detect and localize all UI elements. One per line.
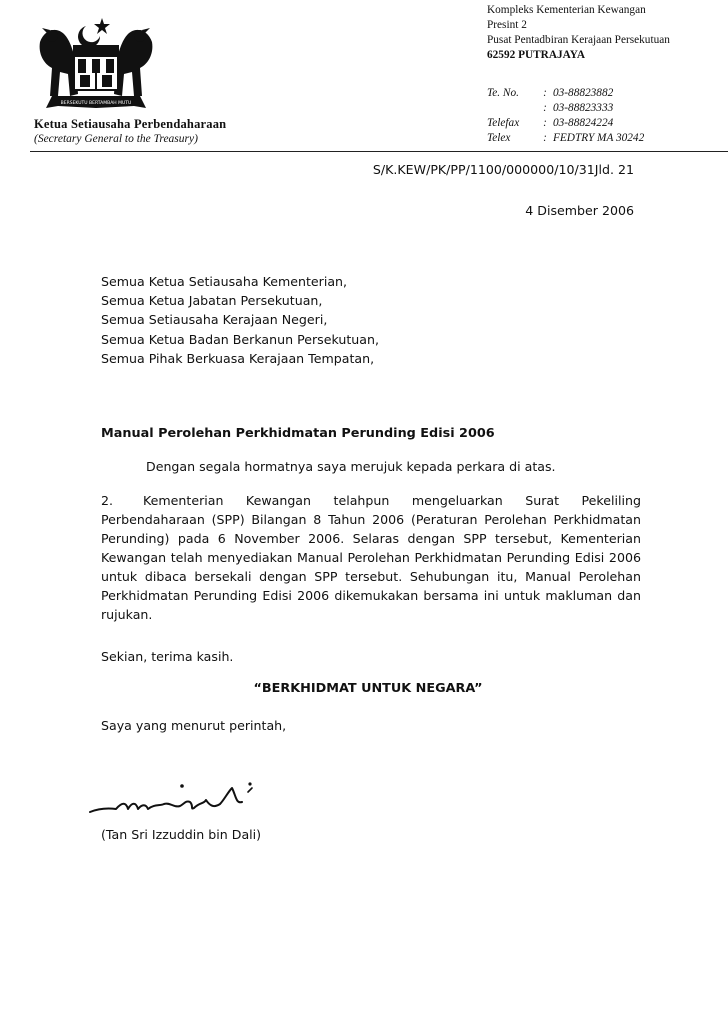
malaysia-coat-of-arms-icon [34,12,158,118]
crest-banner-text: BERSEKUTU BERTAMBAH MUTU [60,101,132,106]
recipient-line: Semua Ketua Jabatan Persekutuan, [101,293,323,309]
motto: “BERKHIDMAT UNTUK NEGARA” [253,681,483,696]
contact-row [487,131,644,146]
reference-number: S/K.KEW/PK/PP/1100/000000/10/31Jld. 21 [372,162,634,177]
signature-intro: Saya yang menurut perintah, [101,718,287,733]
contact-separator: : [543,132,547,144]
signature-icon [86,778,306,822]
recipient-line: Semua Setiausaha Kerajaan Negeri, [101,312,328,328]
address-block [487,3,670,63]
contact-label: Te. No. [487,87,519,99]
contact-value: 03-88824224 [553,117,614,129]
contact-value: FEDTRY MA 30242 [553,132,645,144]
contact-row [487,116,644,131]
recipient-line: Semua Ketua Badan Berkanun Persekutuan, [101,331,379,347]
header-divider [30,151,728,152]
paragraph-2 [101,491,641,624]
contact-label [487,101,537,116]
address-line: Kompleks Kementerian Kewangan [487,4,646,16]
recipient-line: Semua Ketua Setiausaha Kementerian, [101,274,348,289]
signer-name: (Tan Sri Izzuddin bin Dali) [101,827,262,842]
recipient-line: Semua Pihak Berkuasa Kerajaan Tempatan, [101,350,375,366]
closing-line: Sekian, terima kasih. [101,649,234,664]
postcode-city: 62592 PUTRAJAYA [487,49,586,61]
contact-value: 03-88823882 [553,87,614,99]
org-name-english: (Secretary General to the Treasury) [34,133,198,145]
contact-row [487,101,644,116]
contact-separator: : [543,117,547,129]
contact-separator: : [543,87,547,99]
opening-sentence: Dengan segala hormatnya saya merujuk kepada perkara di atas. [146,459,556,474]
letter-date: 4 Disember 2006 [525,203,634,218]
address-line: Presint 2 [487,19,527,31]
contact-label: Telefax [487,117,520,129]
org-name: Ketua Setiausaha Perbendaharaan [34,117,227,131]
contact-value: 03-88823333 [553,102,614,114]
contact-label: Telex [487,132,511,144]
recipients-list [101,272,379,368]
paragraph-body: Kementerian Kewangan telahpun mengeluarkan Surat Pekeliling Perbendaharaan (SPP) Bilangan 8 Tahun 2006 (Peraturan Perolehan Perkhidmatan Perunding) pada 6 November 2006. Selaras dengan SPP tersebut, Kementerian Kewangan telah menyediakan Manual Perolehan Perkhidmatan Perunding Edisi 2006 untuk dibaca bersekali dengan SPP tersebut. Sehubungan itu, Manual Perolehan Perkhidmatan Perunding Edisi 2006 dikemukakan bersama ini untuk makluman dan rujukan. [101,493,641,622]
address-line: Pusat Pentadbiran Kerajaan Persekutuan [487,34,670,46]
contact-row [487,86,644,101]
contact-list [487,86,644,146]
letter-subject: Manual Perolehan Perkhidmatan Perunding Edisi 2006 [101,426,495,441]
paragraph-number: 2. [101,493,114,508]
contact-separator: : [543,102,547,114]
